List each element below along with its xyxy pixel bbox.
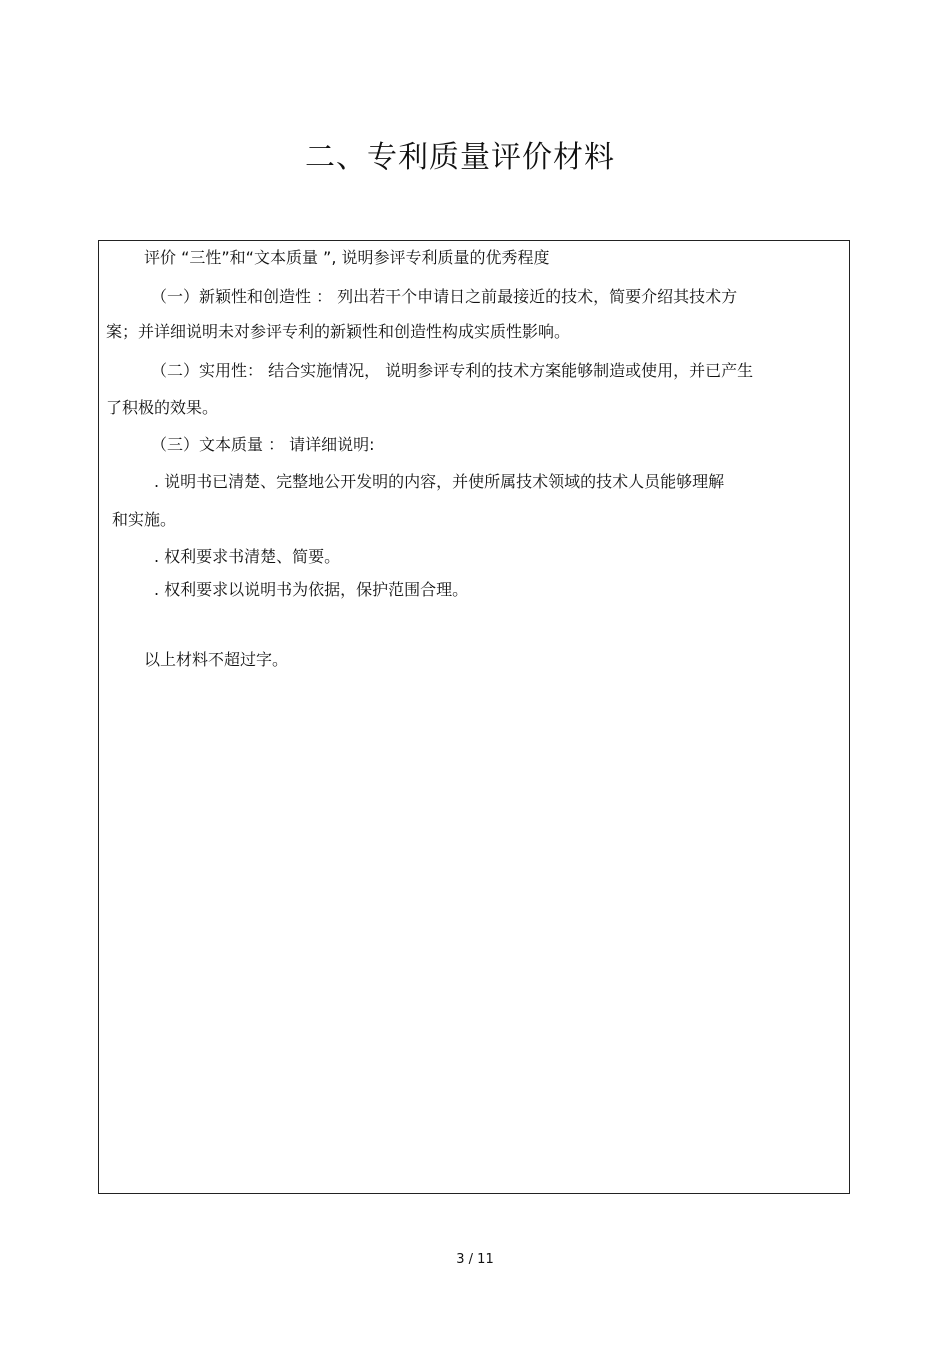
utility-line-2: 了积极的效果。 — [106, 398, 219, 417]
intro-line: 评价 “三性”和“文本质量 ”, 说明参评专利质量的优秀程度 — [144, 248, 550, 267]
text-quality-item-1-line-2: 和实施。 — [112, 510, 177, 529]
content-box — [98, 240, 850, 1194]
word-limit-note: 以上材料不超过字。 — [144, 650, 289, 669]
text-quality-item-1-line-1: . 说明书已清楚、完整地公开发明的内容，并使所属技术领域的技术人员能够理解 — [154, 472, 725, 491]
text-quality-item-2: . 权利要求书清楚、简要。 — [154, 547, 341, 566]
novelty-line-2: 案；并详细说明未对参评专利的新颖性和创造性构成实质性影响。 — [106, 322, 571, 341]
page-number: 3 / 11 — [456, 1252, 494, 1267]
text-quality-heading: （三）文本质量 ： 请详细说明: — [151, 435, 375, 454]
page-title: 二、专利质量评价材料 — [305, 140, 615, 175]
novelty-line-1: （一）新颖性和创造性 ： 列出若干个申请日之前最接近的技术，简要介绍其技术方 — [151, 287, 738, 306]
utility-line-1: （二）实用性： 结合实施情况， 说明参评专利的技术方案能够制造或使用，并已产生 — [151, 361, 754, 380]
text-quality-item-3: . 权利要求以说明书为依据，保护范围合理。 — [154, 580, 469, 599]
